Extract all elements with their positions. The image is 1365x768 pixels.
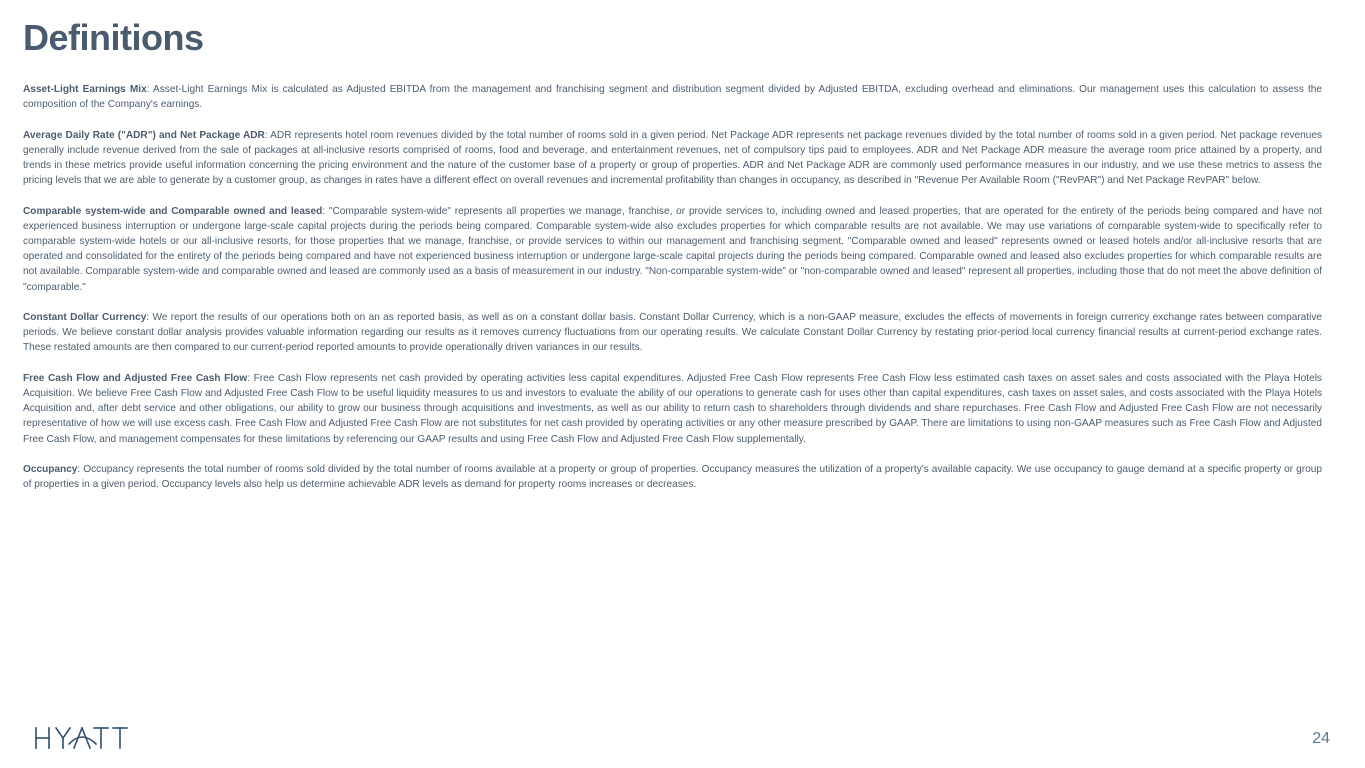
definition-term: Constant Dollar Currency [23, 312, 147, 323]
definition-text: : We report the results of our operations both on an as reported basis, as well as on a constant dollar basis. Constant Dollar Currency, which is a non-GAAP measure, excludes the effects of movements in foreign currency exchange rates between comparative periods. We believe constant dollar analysis provides valuable information regarding our results as it removes currency fluctuations from our operating results. We calculate Constant Dollar Currency by restating prior-period local currency financial results at current-period exchange rates. These restated amounts are then compared to our current-period reported amounts to provide operationally driven variances in our results. [23, 312, 1323, 354]
definition-text: : Free Cash Flow represents net cash provided by operating activities less capital expenditures. Adjusted Free Cash Flow represents Free Cash Flow less estimated cash taxes on asset sales and costs associated with the Playa Hotels Acquisition. We believe Free Cash Flow and Adjusted Free Cash Flow to be useful liquidity measures to us and investors to evaluate the ability of our operations to generate cash for uses other than capital expenditures, cash taxes on asset sales, and costs associated with the Playa Hotels Acquisition and, after debt service and other obligations, our ability to grow our business through acquisitions and investments, as well as our ability to return cash to shareholders through dividends and share repurchases. Free Cash Flow and Adjusted Free Cash Flow are not necessarily representative of how we will use excess cash. Free Cash Flow and Adjusted Free Cash Flow are not substitutes for net cash provided by operating activities or any other measure prescribed by GAAP. There are limitations to using non-GAAP measures such as Free Cash Flow and Adjusted Free Cash Flow, and management compensates for these limitations by referencing our GAAP results and using Free Cash Flow and Adjusted Free Cash Flow supplementally. [23, 372, 1322, 445]
definition-term: Free Cash Flow and Adjusted Free Cash Flow [23, 372, 248, 384]
definitions-body [23, 82, 1322, 508]
definition-adr [23, 128, 1322, 189]
definition-asset-light-earnings-mix [23, 82, 1322, 112]
definition-constant-dollar-currency [23, 310, 1322, 356]
page-number: 24 [1312, 730, 1330, 747]
definition-free-cash-flow [23, 371, 1322, 447]
definition-term: Average Daily Rate ("ADR") and Net Package ADR [23, 129, 265, 141]
definition-occupancy [23, 462, 1322, 492]
definition-comparable [23, 204, 1322, 295]
definition-term: Occupancy [23, 464, 78, 475]
definition-text: : Occupancy represents the total number of rooms sold divided by the total number of rooms available at a property or group of properties. Occupancy measures the utilization of a property's available capacity. We use occupancy to gauge demand at a specific property or group of properties in a given period. Occupancy levels also help us determine achievable ADR levels as demand for property rooms increases or decreases. [23, 464, 1322, 491]
definition-term: Asset-Light Earnings Mix [23, 84, 147, 95]
definition-term: Comparable system-wide and Comparable owned and leased [23, 205, 323, 217]
definition-text: : "Comparable system-wide" represents all properties we manage, franchise, or provide services to, including owned and leased properties, that are operated for the entirety of the periods being compared and have not experienced business interruption or undergone large-scale capital projects during the periods being compared. Comparable system-wide also excludes properties for which comparable results are not available. We may use variations of comparable system-wide to specifically refer to comparable system-wide hotels or our all-inclusive resorts, for those properties that we manage, franchise, or provide services to within our management and franchising segment. "Comparable owned and leased" represents owned or leased hotels and/or all-inclusive resorts that are operated and consolidated for the entirety of the periods being compared and have not experienced business interruption or undergone large-scale capital projects during the periods being compared. Comparable owned and leased also excludes properties for which comparable results are not available. Comparable system-wide and comparable owned and leased are commonly used as a basis of measurement in our industry. "Non-comparable system-wide" or "non-comparable owned and leased" represent all properties, including those that do not meet the above definition of "comparable." [23, 205, 1322, 293]
definition-text: : ADR represents hotel room revenues divided by the total number of rooms sold in a given period. Net Package ADR represents net package revenues divided by the total number of rooms sold in a given period. Net package revenues generally include revenue derived from the sale of packages at all-inclusive resorts comprised of rooms, food and beverage, and entertainment revenues, net of compulsory tips paid to employees. ADR and Net Package ADR measure the average room price attained by a property, and trends in these metrics provide useful information concerning the pricing environment and the nature of the customer base of a property or group of properties. ADR and Net Package ADR are commonly used performance measures in our industry, and we use these metrics to assess the pricing levels that we are able to generate by a customer group, as changes in rates have a different effect on overall revenues and incremental profitability than changes in occupancy, as described in "Revenue Per Available Room ("RevPAR") and Net Package RevPAR" below. [23, 129, 1322, 187]
hyatt-logo [34, 722, 130, 752]
definition-text: : Asset-Light Earnings Mix is calculated as Adjusted EBITDA from the management and franchising segment and distribution segment divided by Adjusted EBITDA, excluding overhead and eliminations. Our management uses this calculation to assess the composition of the Company's earnings. [23, 84, 1323, 111]
page-title: Definitions [23, 17, 204, 58]
